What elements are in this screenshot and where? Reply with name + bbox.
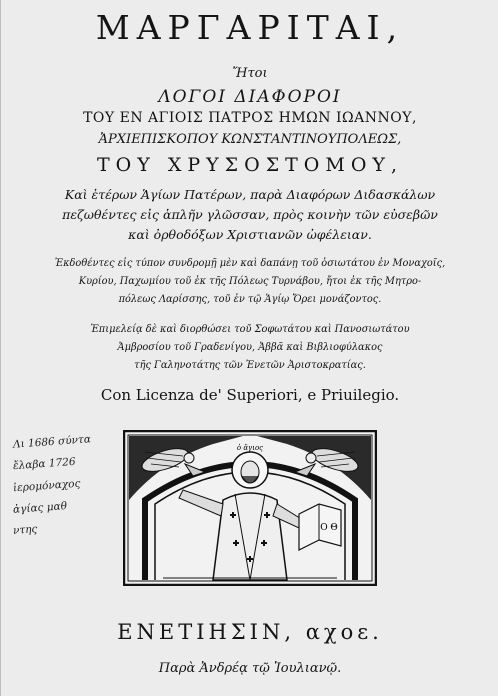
imprint-place-date: ΕΝΕΤΙΗΣΙΝ, αχοε. (117, 620, 383, 644)
subtitle-line-2: πεζωθέντες εἰς ἁπλῆν γλῶσσαν, πρὸς κοινὴν τῶν εὐσεβῶν (62, 207, 438, 222)
woodcut-saint-illustration (123, 430, 377, 586)
editor-note-line-1: Ἐπιμελείᾳ δὲ καὶ διορθώσει τοῦ Σοφωτάτου καὶ Πανοσιωτάτου (90, 324, 410, 335)
editor-note-line-2: Ἀμβροσίου τοῦ Γραδενίγου, Ἀββᾶ καὶ Βιβλιοφύλακος (117, 342, 383, 353)
manuscript-note-line-5: ντης (12, 523, 38, 537)
manuscript-note-line-4: ἁγίας μαθ (12, 500, 68, 516)
manuscript-note-line-1: Λι 1686 σύντα (12, 433, 92, 451)
manuscript-note-line-2: ἔλαβα 1726 (12, 455, 76, 473)
book-inscription: Ο Θ (320, 523, 338, 533)
title-line-etoi: Ἤτοι (232, 66, 268, 81)
printer-line: Παρὰ Ἀνδρέᾳ τῷ Ἰουλιανῷ. (158, 661, 342, 676)
publisher-note-line-1: Ἐκδοθέντες εἰς τύπον συνδρομῇ μὲν καὶ δαπάνῃ τοῦ ὁσιωτάτου ἐν Μοναχοῖς, (54, 258, 446, 269)
halo-inscription: ὁ ἅγιος (236, 444, 264, 452)
title-line-archiepiskopou: ἈΡΧΙΕΠΙΣΚΟΠΟΥ ΚΩΝΣΤΑΝΤΙΝΟΥΠΟΛΕΩΣ, (98, 132, 402, 147)
publisher-note-line-2: Κυρίου, Παχωμίου τοῦ ἐκ τῆς Πόλεως Τυρνάβου, ἤτοι ἐκ τῆς Μητρο- (78, 276, 422, 287)
title-line-chrysostomou: ΤΟΥ ΧΡΥΣΟΣΤΟΜΟΥ, (97, 154, 403, 176)
subtitle-line-3: καὶ ὀρθοδόξων Χριστιανῶν ὠφέλειαν. (128, 227, 372, 242)
subtitle-line-1: Καὶ ἑτέρων Ἁγίων Πατέρων, παρὰ Διαφόρων Διδασκάλων (64, 187, 436, 202)
manuscript-note-line-3: ἱερομόναχος (12, 477, 81, 495)
license-line: Con Licenza de' Superiori, e Priuilegio. (100, 386, 400, 404)
title-line-tou-en: ΤΟΥ ΕΝ ΑΓΙΟΙΣ ΠΑΤΡΟΣ ΗΜΩΝ ΙΩΑΝΝΟΥ, (83, 110, 417, 126)
title-line-logoi: ΛΟΓΟΙ ΔΙΑΦΟΡΟΙ (158, 87, 342, 107)
book-title: ΜΑΡΓΑΡΙΤΑΙ, (95, 8, 405, 47)
publisher-note-line-3: πόλεως Λαρίσσης, τοῦ ἐν τῷ Ἁγίῳ Ὄρει μονάζοντος. (118, 294, 382, 305)
editor-note-line-3: τῆς Γαληνοτάτης τῶν Ἐνετῶν Ἀριστοκρατίας. (134, 360, 366, 371)
